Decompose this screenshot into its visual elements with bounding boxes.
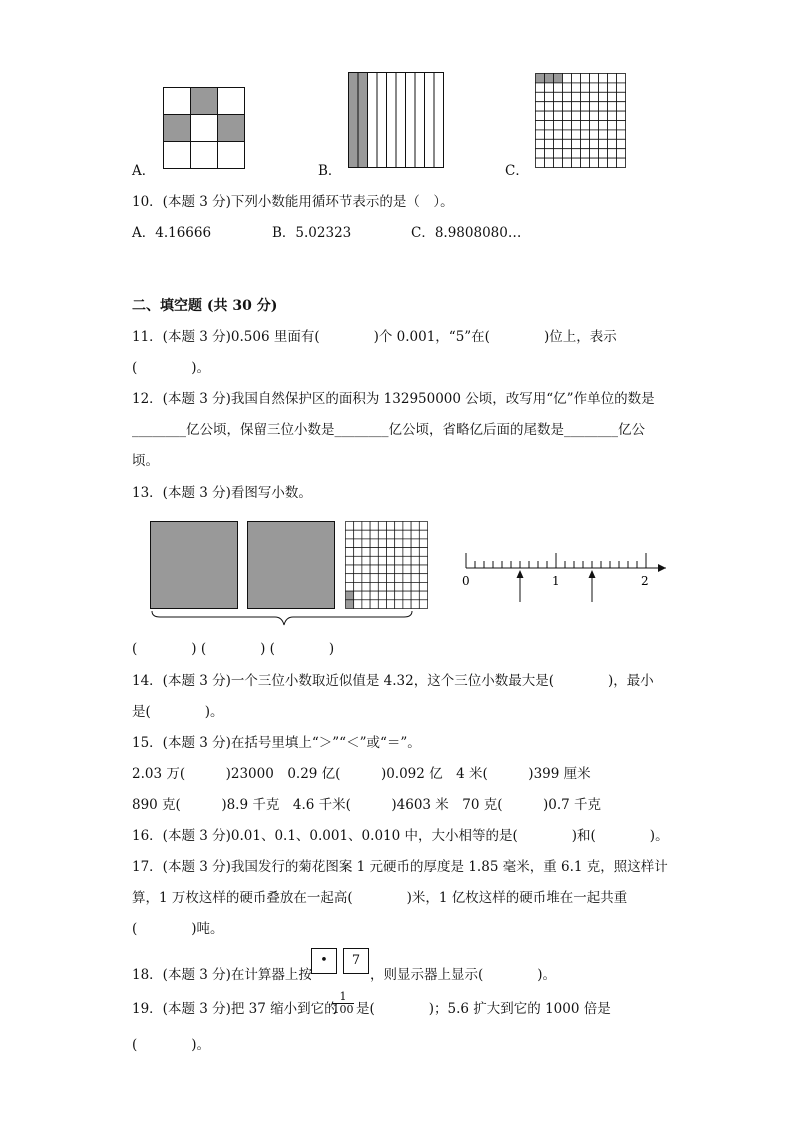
grid-cell (545, 92, 554, 101)
grid-cell (617, 92, 626, 101)
grid-cell (536, 92, 545, 101)
grid-cell (387, 522, 395, 531)
grid-cell (536, 102, 545, 111)
grid-cell (395, 522, 403, 531)
grid-cell (608, 102, 617, 111)
grid-cell (370, 530, 378, 539)
grid-cell (362, 600, 370, 609)
q10-option-b[interactable]: B．5.02323 (272, 225, 352, 241)
grid-cell (395, 600, 403, 609)
grid-cell (378, 600, 386, 609)
q19-fraction (332, 991, 354, 1016)
grid-cell (617, 111, 626, 120)
fraction-denominator: 100 (332, 1003, 354, 1016)
strip (377, 73, 387, 168)
grid-cell (387, 565, 395, 574)
grid-cell (362, 582, 370, 591)
grid-cell (354, 530, 362, 539)
grid-cell (403, 556, 411, 565)
grid-cell (411, 565, 419, 574)
axis-arrowhead (658, 564, 666, 572)
calculator-key-dot: • (311, 948, 337, 974)
q9-figure-a (163, 87, 247, 171)
grid-cell (617, 130, 626, 139)
grid-cell (563, 111, 572, 120)
grid-cell (411, 530, 419, 539)
grid-cell (545, 74, 554, 83)
grid-cell (354, 582, 362, 591)
grid-cell (563, 74, 572, 83)
grid-cell (545, 83, 554, 92)
grid-cell (572, 83, 581, 92)
grid-cell (378, 548, 386, 557)
grid-cell (572, 149, 581, 158)
numline-label-2: 2 (641, 574, 649, 588)
q17-line1: 17．(本题 3 分)我国发行的菊花图案 1 元硬币的厚度是 1.85 毫米，重 6.1 克，照这样计 (132, 859, 668, 875)
grid-cell (554, 158, 563, 167)
numline-label-0: 0 (462, 574, 470, 588)
grid-cell (354, 600, 362, 609)
grid-cell (378, 556, 386, 565)
grid-cell (563, 121, 572, 130)
grid-cell (572, 158, 581, 167)
grid-cell (545, 130, 554, 139)
grid-cell (572, 102, 581, 111)
grid-cell (346, 548, 354, 557)
grid-cell (411, 539, 419, 548)
grid-cell (554, 74, 563, 83)
grid-cell (403, 539, 411, 548)
strip (349, 73, 359, 168)
grid-cell (563, 130, 572, 139)
grid-cell (419, 591, 427, 600)
grid-cell (411, 548, 419, 557)
q18-before: 18．(本题 3 分)在计算器上按 (132, 967, 312, 983)
grid-cell (554, 102, 563, 111)
q9-figure-c (535, 73, 627, 169)
grid-cell (419, 556, 427, 565)
grid-cell (599, 149, 608, 158)
q9-option-a[interactable]: A． (132, 163, 156, 179)
numline-label-1: 1 (552, 574, 560, 588)
q13-answer-blanks: ( ) ( ) ( ) (132, 641, 335, 657)
grid-cell (536, 149, 545, 158)
grid-cell (554, 92, 563, 101)
grid-cell (572, 111, 581, 120)
grid-cell (411, 600, 419, 609)
pointer-arrowhead (589, 570, 596, 578)
grid-cell (346, 591, 354, 600)
grid-cell (590, 102, 599, 111)
grid-cell (572, 139, 581, 148)
grid-cell (387, 582, 395, 591)
grid-cell (354, 565, 362, 574)
grid-cell (378, 565, 386, 574)
grid-cell (572, 121, 581, 130)
grid-cell (599, 92, 608, 101)
grid-cell (554, 121, 563, 130)
grid-cell (617, 149, 626, 158)
section-title-fill-blank: 二、填空题 (共 30 分) (132, 298, 278, 314)
grid-cell (346, 600, 354, 609)
grid-cell (608, 74, 617, 83)
grid-cell (362, 530, 370, 539)
grid-cell (581, 83, 590, 92)
grid-cell (164, 88, 191, 115)
grid-cell (378, 539, 386, 548)
grid-cell (218, 115, 245, 142)
grid-cell (554, 83, 563, 92)
grid-cell (608, 139, 617, 148)
grid-cell (581, 139, 590, 148)
q10-option-a[interactable]: A．4.16666 (132, 225, 212, 241)
strip (415, 73, 425, 168)
grid-cell (387, 530, 395, 539)
grid-cell (164, 142, 191, 169)
grid-cell (362, 574, 370, 583)
grid-cell (370, 548, 378, 557)
grid-cell (563, 158, 572, 167)
grid-cell (617, 139, 626, 148)
grid-cell (581, 130, 590, 139)
grid-cell (554, 130, 563, 139)
grid-cell (599, 139, 608, 148)
strip (425, 73, 435, 168)
grid-cell (411, 522, 419, 531)
grid-cell (545, 149, 554, 158)
q11-line1: 11．(本题 3 分)0.506 里面有( )个 0.001，“5”在( )位上，表示 (132, 329, 617, 345)
grid-cell (346, 530, 354, 539)
strip (358, 73, 368, 168)
grid-cell (346, 556, 354, 565)
strip (387, 73, 397, 168)
q12-line1: 12．(本题 3 分)我国自然保护区的面积为 132950000 公顷，改写用“亿”作单位的数是 (132, 391, 655, 407)
grid-cell (545, 158, 554, 167)
grid-cell (395, 539, 403, 548)
grid-cell (403, 582, 411, 591)
grid-cell (536, 121, 545, 130)
grid-cell (354, 556, 362, 565)
grid-cell (419, 530, 427, 539)
grid-cell (581, 158, 590, 167)
grid-cell (590, 83, 599, 92)
grid-cell (590, 158, 599, 167)
grid-cell (362, 539, 370, 548)
q13-number-line (460, 548, 670, 608)
full-square-2 (248, 522, 335, 609)
grid-cell (354, 591, 362, 600)
grid-cell (370, 556, 378, 565)
q14-line2: 是( )。 (132, 704, 224, 720)
grid-cell (419, 582, 427, 591)
q19-after: 是( )；5.6 扩大到它的 1000 倍是 (356, 1001, 611, 1017)
grid-cell (354, 574, 362, 583)
grid-cell (617, 74, 626, 83)
grid-cell (362, 556, 370, 565)
grid-cell (411, 582, 419, 591)
grid-cell (581, 74, 590, 83)
grid-cell (378, 582, 386, 591)
grid-cell (554, 111, 563, 120)
grid-cell (403, 530, 411, 539)
grid-cell (370, 600, 378, 609)
grid-cell (395, 591, 403, 600)
grid-cell (545, 121, 554, 130)
grid-cell (387, 600, 395, 609)
grid-cell (403, 574, 411, 583)
grid-cell (590, 149, 599, 158)
grid-cell (403, 565, 411, 574)
grid-cell (346, 582, 354, 591)
grid-cell (419, 548, 427, 557)
q13-squares-figure (150, 521, 430, 631)
grid-cell (563, 149, 572, 158)
q9-option-c[interactable]: C． (505, 163, 529, 179)
grid-cell (536, 130, 545, 139)
strip (406, 73, 416, 168)
grid-cell (581, 149, 590, 158)
grid-cell (218, 88, 245, 115)
grid-cell (599, 111, 608, 120)
q14-line1: 14．(本题 3 分)一个三位小数取近似值是 4.32，这个三位小数最大是( )，最小 (132, 673, 654, 689)
calculator-key-7: 7 (343, 948, 369, 974)
grid-cell (581, 111, 590, 120)
grid-cell (362, 522, 370, 531)
grid-cell (617, 83, 626, 92)
grid-cell (387, 548, 395, 557)
grid-cell (362, 565, 370, 574)
grid-cell (617, 102, 626, 111)
grid-cell (545, 111, 554, 120)
grid-cell (572, 130, 581, 139)
q15-stem: 15．(本题 3 分)在括号里填上“＞”“＜”或“＝”。 (132, 735, 421, 751)
grid-cell (581, 92, 590, 101)
grid-cell (362, 591, 370, 600)
grid-cell (387, 539, 395, 548)
grid-cell (370, 582, 378, 591)
grid-cell (411, 574, 419, 583)
q9-figure-b (348, 72, 444, 168)
grid-cell (218, 142, 245, 169)
grid-cell (545, 102, 554, 111)
grid-cell (599, 102, 608, 111)
grid-cell (362, 548, 370, 557)
grid-cell (191, 115, 218, 142)
grid-cell (378, 574, 386, 583)
grid-cell (563, 83, 572, 92)
strip (396, 73, 406, 168)
q15-row1: 2.03 万( )23000 0.29 亿( )0.092 亿 4 米( )399 厘米 (132, 766, 591, 782)
fraction-numerator: 1 (339, 990, 347, 1003)
grid-cell (419, 574, 427, 583)
grid-cell (387, 591, 395, 600)
grid-cell (563, 92, 572, 101)
grid-cell (590, 130, 599, 139)
grid-cell (403, 522, 411, 531)
grid-cell (590, 92, 599, 101)
grid-cell (545, 139, 554, 148)
q19-before: 19．(本题 3 分)把 37 缩小到它的 (132, 1001, 338, 1017)
q12-line3: 顷。 (132, 453, 159, 469)
grid-cell (370, 591, 378, 600)
grid-cell (411, 556, 419, 565)
grid-cell (608, 121, 617, 130)
grid-cell (164, 115, 191, 142)
grid-cell (395, 574, 403, 583)
q18-after: ，则显示器上显示( )。 (370, 967, 557, 983)
grid-cell (346, 522, 354, 531)
grid-cell (387, 556, 395, 565)
grid-cell (403, 591, 411, 600)
q9-option-b[interactable]: B． (318, 163, 342, 179)
grid-cell (554, 149, 563, 158)
grid-cell (581, 102, 590, 111)
grid-cell (354, 548, 362, 557)
grid-cell (395, 582, 403, 591)
q19-line2: ( )。 (132, 1037, 211, 1053)
grid-cell (608, 92, 617, 101)
grid-cell (419, 565, 427, 574)
grid-cell (346, 565, 354, 574)
grid-cell (572, 92, 581, 101)
grid-cell (395, 548, 403, 557)
grid-cell (378, 522, 386, 531)
grid-cell (608, 111, 617, 120)
q12-line2: ________亿公顷，保留三位小数是________亿公顷，省略亿后面的尾数是________亿公 (132, 422, 645, 438)
grid-cell (346, 574, 354, 583)
grid-cell (590, 121, 599, 130)
grid-cell (536, 74, 545, 83)
grid-cell (191, 88, 218, 115)
grid-cell (599, 158, 608, 167)
strip (434, 73, 444, 168)
grid-cell (536, 139, 545, 148)
grid-cell (370, 539, 378, 548)
q17-line3: ( )吨。 (132, 921, 224, 937)
grid-cell (419, 600, 427, 609)
q10-stem: 10．(本题 3 分)下列小数能用循环节表示的是（ ）。 (132, 194, 454, 210)
grid-cell (608, 149, 617, 158)
grid-cell (370, 522, 378, 531)
pointer-arrowhead (517, 570, 524, 578)
grid-cell (378, 530, 386, 539)
grid-cell (536, 83, 545, 92)
q16-line1: 16．(本题 3 分)0.01、0.1、0.001、0.010 中，大小相等的是( )和( )。 (132, 828, 669, 844)
q11-line2: ( )。 (132, 360, 211, 376)
full-square-1 (151, 522, 238, 609)
grid-cell (590, 111, 599, 120)
grid-cell (536, 158, 545, 167)
grid-cell (554, 139, 563, 148)
grid-cell (563, 139, 572, 148)
grid-cell (599, 74, 608, 83)
grid-cell (403, 548, 411, 557)
grid-cell (608, 158, 617, 167)
q15-row2: 890 克( )8.9 千克 4.6 千米( )4603 米 70 克( )0.7 千克 (132, 797, 602, 813)
grid-cell (617, 158, 626, 167)
grid-cell (608, 83, 617, 92)
grid-cell (599, 83, 608, 92)
grid-cell (403, 600, 411, 609)
grid-cell (536, 111, 545, 120)
grid-cell (617, 121, 626, 130)
grid-cell (395, 530, 403, 539)
grid-cell (354, 539, 362, 548)
grid-cell (370, 565, 378, 574)
grid-cell (378, 591, 386, 600)
grid-cell (599, 121, 608, 130)
strip (368, 73, 378, 168)
q17-line2: 算，1 万枚这样的硬币叠放在一起高( )米，1 亿枚这样的硬币堆在一起共重 (132, 890, 628, 906)
grid-cell (370, 574, 378, 583)
grid-cell (563, 102, 572, 111)
grid-cell (599, 130, 608, 139)
grid-cell (572, 74, 581, 83)
grid-cell (608, 130, 617, 139)
grid-cell (581, 121, 590, 130)
grid-cell (354, 522, 362, 531)
grid-cell (395, 565, 403, 574)
q10-option-c[interactable]: C．8.9808080… (411, 225, 522, 241)
grid-cell (590, 139, 599, 148)
grid-cell (191, 142, 218, 169)
grid-cell (419, 522, 427, 531)
grid-cell (419, 539, 427, 548)
grid-cell (346, 539, 354, 548)
grid-cell (411, 591, 419, 600)
grid-cell (590, 74, 599, 83)
q13-stem: 13．(本题 3 分)看图写小数。 (132, 485, 312, 501)
grid-cell (387, 574, 395, 583)
grid-cell (395, 556, 403, 565)
curly-brace (152, 611, 412, 625)
